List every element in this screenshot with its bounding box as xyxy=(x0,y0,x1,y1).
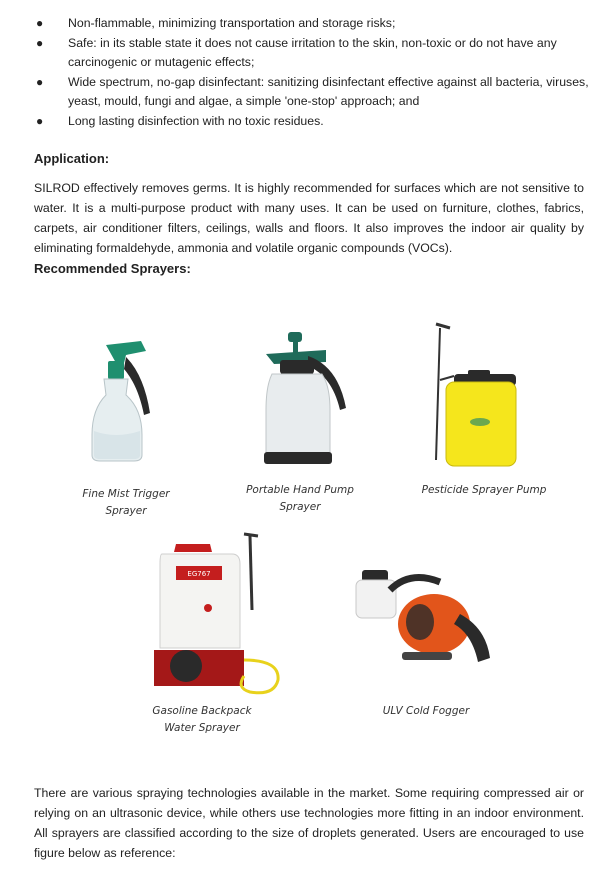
bullet-icon: ● xyxy=(36,16,44,30)
bullet-icon: ● xyxy=(36,113,44,128)
application-paragraph: SILROD effectively removes germs. It is highly recommended for surfaces which are not sensitive to water. It is a multi-purpose product with many uses. It can be used on furniture, clothes, fabrics, carpets, air conditioner filters, ceilings, walls and floors. It also improves the indoor air quality by eliminating formaldehyde, ammonia and volatile organic compounds (VOCs). xyxy=(34,181,584,255)
caption-ulv-fogger: ULV Cold Fogger xyxy=(382,705,470,717)
caption-trigger-sprayer: Fine Mist Trigger Sprayer xyxy=(82,488,170,517)
bullet-icon: ● xyxy=(36,35,44,50)
trigger-sprayer-image xyxy=(86,335,166,465)
feature-list xyxy=(34,14,594,131)
backpack-sprayer-image xyxy=(140,530,290,700)
caption-pesticide-sprayer: Pesticide Sprayer Pump xyxy=(421,484,547,496)
bullet-icon: ● xyxy=(36,74,44,89)
sprayers-heading: Recommended Sprayers: xyxy=(34,261,191,276)
list-item: ● Wide spectrum, no-gap disinfectant: sanitizing disinfectant effective against all bacteria, viruses, yeast, mould, fungi and algae, a simple 'one-stop' approach; and xyxy=(36,74,589,108)
caption-backpack-sprayer: Gasoline Backpack Water Sprayer xyxy=(152,705,252,734)
caption-hand-pump: Portable Hand Pump Sprayer xyxy=(246,484,354,513)
pesticide-sprayer-image xyxy=(418,320,528,470)
list-item: ● Long lasting disinfection with no toxic residues. xyxy=(34,112,594,132)
application-heading: Application: xyxy=(34,151,110,166)
ulv-fogger-image xyxy=(350,562,500,674)
hand-pump-sprayer-image xyxy=(246,330,356,470)
list-item: ● Safe: in its stable state it does not cause irritation to the skin, non-toxic or do not have any carcinogenic or mutagenic effects; xyxy=(36,35,557,69)
backpack-model-label: EG767 xyxy=(187,570,211,578)
list-item: ● Non-flammable, minimizing transportation and storage risks; xyxy=(34,14,594,34)
closing-paragraph: There are various spraying technologies available in the market. Some requiring compressed air or relying on an ultrasonic device, while others use technologies more fitting in an indoor environment. All sprayers are classified according to the size of droplets generated. Users are encouraged to use figure below as reference: xyxy=(34,786,584,860)
